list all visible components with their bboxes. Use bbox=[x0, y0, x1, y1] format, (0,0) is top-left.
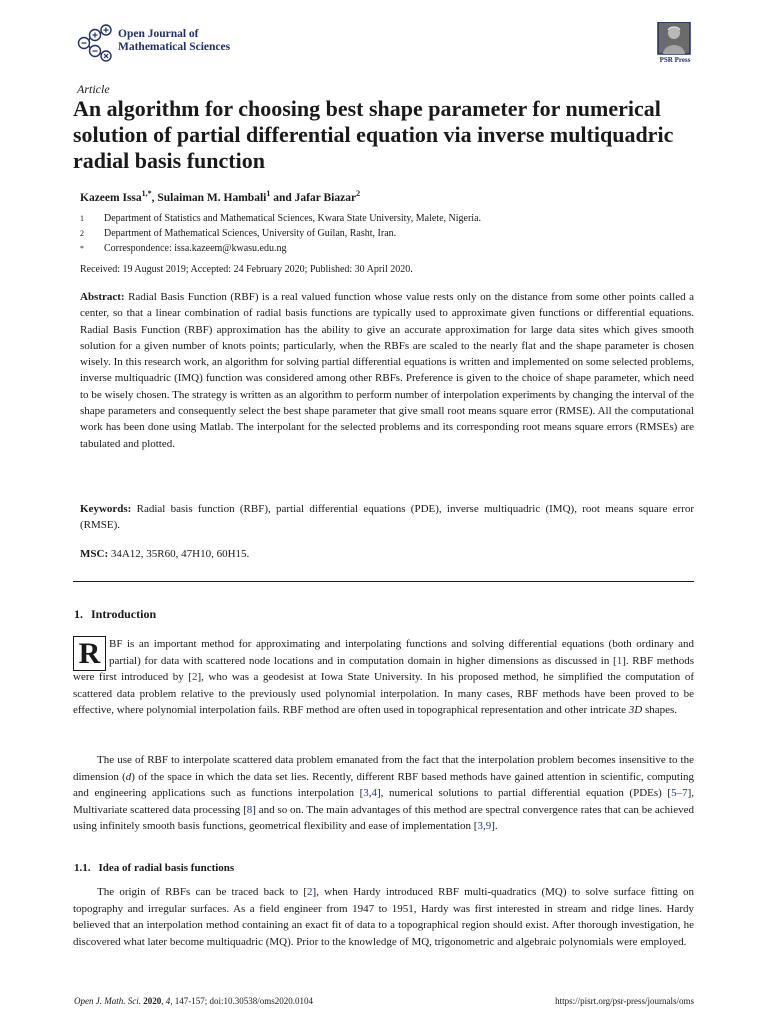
citation-link[interactable]: 3 bbox=[363, 787, 369, 799]
footer-pages-doi: , 147-157; doi:10.30538/oms2020.0104 bbox=[170, 996, 313, 1006]
subsection-title: Idea of radial basis functions bbox=[98, 862, 235, 874]
author-name: Jafar Biazar bbox=[294, 191, 357, 204]
abstract bbox=[80, 289, 694, 452]
section-number: 1. bbox=[74, 607, 83, 621]
author-name: Sulaiman M. Hambali bbox=[157, 191, 267, 204]
author-list bbox=[80, 189, 360, 204]
msc-codes bbox=[80, 548, 249, 560]
citation-link[interactable]: 8 bbox=[246, 803, 253, 816]
drop-cap: R bbox=[73, 636, 106, 671]
citation-link[interactable]: 3 bbox=[477, 820, 483, 832]
msc-label: MSC: bbox=[80, 548, 109, 560]
article-title: An algorithm for choosing best shape parameter for numerical solution of partial differential equation via inverse multiquadric radial basis function bbox=[73, 96, 674, 173]
article-type: Article bbox=[77, 82, 110, 96]
affiliation-text: Department of Statistics and Mathematical Sciences, Kwara State University, Malete, Nigeria. bbox=[104, 213, 482, 224]
citation-link[interactable]: 4 bbox=[371, 787, 377, 799]
section-divider bbox=[73, 581, 694, 582]
citation-link[interactable]: 9 bbox=[485, 820, 492, 832]
publisher-label: PSR Press bbox=[659, 56, 691, 64]
paragraph: BF is an important method for approximating and interpolating functions and solving differential equations (both ordinary and partial) for data with scattered node locations and in computation domain in higher dimensions as discussed in [1]. RBF methods were first introduced by [2], who was a geodesist at Iowa State University. In his proposed method, he simplified the computation of scattered data problem relative to the previously used polynomial interpolation. In many cases, RBF methods have been proved to be effective, where polynomial interpolation fails. RBF method are often used in topographical representation and other intricate 3D shapes. bbox=[73, 638, 694, 716]
citation-link[interactable]: 2 bbox=[191, 671, 198, 683]
affiliation-text: Department of Mathematical Sciences, University of Guilan, Rasht, Iran. bbox=[104, 228, 397, 239]
footer-url[interactable]: https://pisrt.org/psr-press/journals/oms bbox=[555, 996, 694, 1006]
keywords-text: Radial basis function (RBF), partial differential equations (PDE), inverse multiquadric (IMQ), root means square error (RMSE). bbox=[80, 503, 695, 531]
citation-link[interactable]: 1 bbox=[616, 654, 623, 667]
journal-logo-icon bbox=[74, 24, 116, 62]
abstract-label: Abstract: bbox=[80, 291, 125, 303]
subsection-heading bbox=[74, 862, 234, 874]
footer-journal: Open J. Math. Sci. bbox=[74, 996, 141, 1006]
paragraph: The origin of RBFs can be traced back to [2], when Hardy introduced RBF multi-quadratics (MQ) to solve surface fitting on topography and irregular surfaces. As a field engineer from 1947 to 1951, Hardy was first interested in stream and ridge lines. Hardy believed that an interpolation method containing an exact fit of data to a topographical region should exist. After thorough investigation, he discovered what later become multiquadric (MQ). Prior to the knowledge of MQ, trigonometric and algebraic polynomials were employed. bbox=[73, 886, 694, 948]
citation-link[interactable]: 2 bbox=[307, 886, 313, 898]
publication-dates: Received: 19 August 2019; Accepted: 24 February 2020; Published: 30 April 2020. bbox=[80, 264, 413, 275]
affiliation bbox=[80, 212, 481, 226]
author-name: Kazeem Issa bbox=[80, 191, 142, 204]
journal-name bbox=[118, 28, 230, 54]
correspondence bbox=[80, 242, 287, 256]
paragraph: The use of RBF to interpolate scattered data problem emanated from the fact that the interpolation problem becomes insensitive to the dimension (d) of the space in which the data set lies. Recently, different RBF based methods have gained attention in scientific, computing and engineering applications such as functions interpolation [3,4], numerical solutions to partial differential equation (PDEs) [5–7], Multivariate scattered data processing [8] and so on. The main advantages of this method are spectral convergence rates that can be achieved using infinitely smooth basis functions, geometrical flexibility and ease of implementation [3,9]. bbox=[73, 754, 695, 832]
author-separator: , bbox=[151, 191, 158, 204]
journal-name-line1: Open Journal of bbox=[118, 28, 199, 40]
citation-link[interactable]: 5–7 bbox=[671, 787, 688, 799]
author-affiliation-mark: 2 bbox=[356, 189, 361, 198]
journal-name-line2: Mathematical Sciences bbox=[118, 41, 231, 53]
correspondence-text: Correspondence: issa.kazeem@kwasu.edu.ng bbox=[104, 243, 287, 254]
subsection-number: 1.1. bbox=[74, 862, 91, 874]
author-affiliation-mark: 1 bbox=[266, 189, 271, 198]
affiliation-mark: 2 bbox=[80, 229, 84, 238]
footer-volume: 4 bbox=[165, 996, 171, 1006]
msc-text: 34A12, 35R60, 47H10, 60H15. bbox=[110, 548, 250, 560]
affiliation-mark: 1 bbox=[80, 214, 84, 223]
affiliation-mark: * bbox=[80, 244, 84, 253]
section-heading bbox=[74, 607, 156, 622]
section-title: Introduction bbox=[91, 607, 157, 621]
author-affiliation-mark: 1,* bbox=[141, 189, 152, 198]
keywords bbox=[80, 501, 694, 533]
footer-citation: Open J. Math. Sci. 2020, 4, 147-157; doi:10.30538/oms2020.0104 bbox=[74, 996, 313, 1006]
affiliation bbox=[80, 227, 396, 241]
footer-year: 2020 bbox=[143, 996, 162, 1006]
keywords-label: Keywords: bbox=[80, 503, 132, 515]
abstract-text: Radial Basis Function (RBF) is a real valued function whose value rests only on the distance from some other points called a center, so that a linear combination of radial basis functions are typically used to approximate given functions or differential equations. Radial Basis Function (RBF) approximation has the ability to give an accurate approximation for large data sites which gives smooth solution for a given number of knots points; particularly, when the RBFs are scaled to the nearly flat and the shape parameter is chosen wisely. In this research work, an algorithm for solving partial differential equations is written and implemented on some selected problems, inverse multiquadric (IMQ) function was considered among other RBFs. Preference is given to the choice of shape parameter, which need to be wisely chosen. The strategy is written as an algorithm to perform number of interpolation experiments by changing the interval of the shape parameters and consequently select the best shape parameter that give small root means square error (RMSE). All the computational work has been done using Matlab. The interpolant for the selected problems and its corresponding root means square errors (RMSEs) are tabulated and plotted. bbox=[80, 291, 695, 450]
author-separator: and bbox=[270, 191, 295, 204]
